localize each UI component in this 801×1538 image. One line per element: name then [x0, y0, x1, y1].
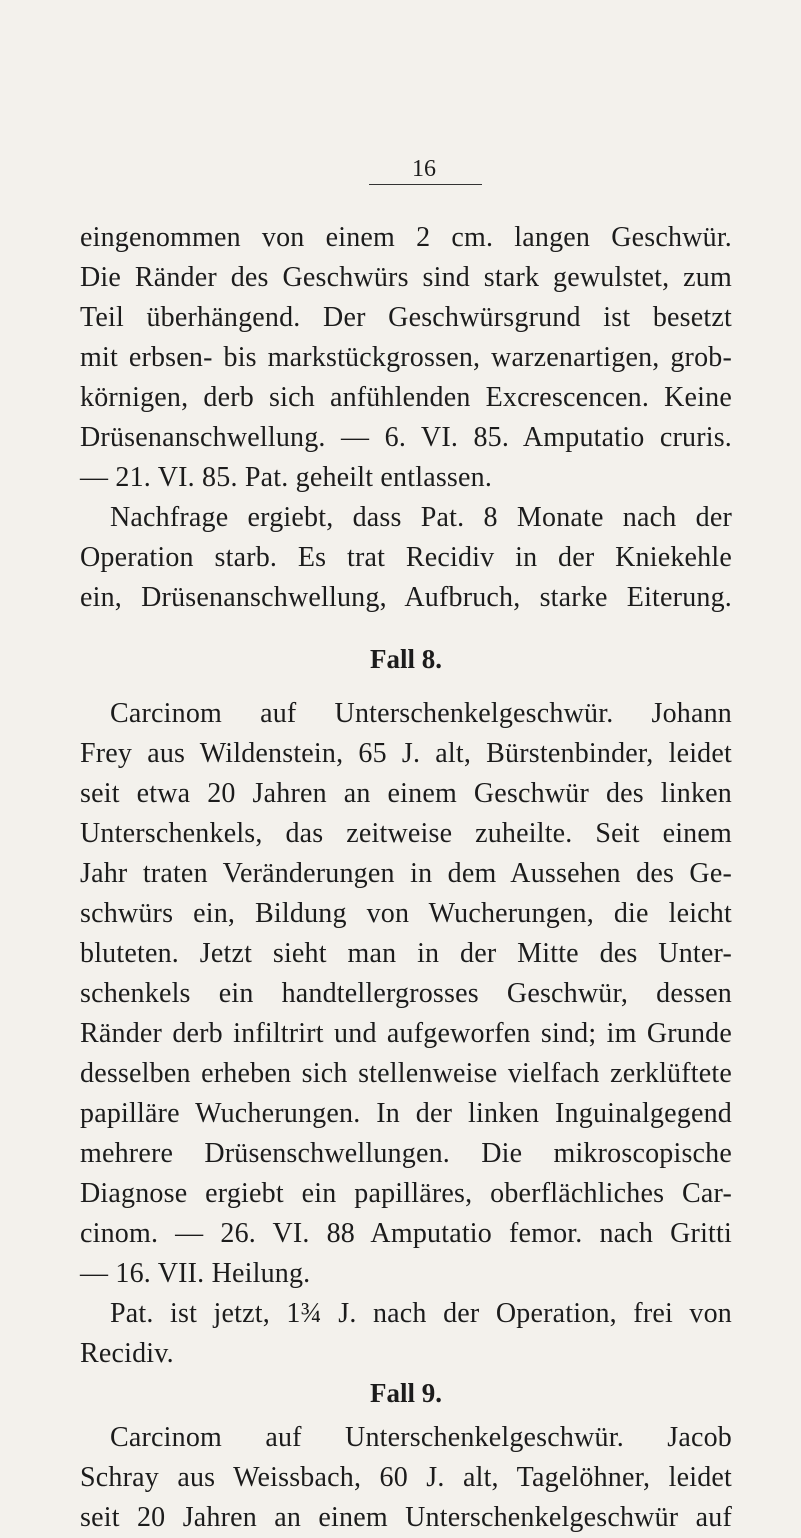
text-line: Recidiv. [80, 1338, 174, 1369]
text-line: eingenommen von einem 2 cm. langen Geschwür. [80, 222, 732, 253]
paragraph-case7-followup [80, 498, 732, 618]
text-line: Jahr traten Veränderungen in dem Aussehen des Ge- [80, 858, 732, 889]
text-line: Teil überhängend. Der Geschwürsgrund ist besetzt [80, 302, 732, 333]
text-line: ein, Drüsenanschwellung, Aufbruch, starke Eiterung. [80, 582, 732, 613]
paragraph-case7-continuation [80, 218, 732, 498]
heading-fall-9: Fall 9. [370, 1378, 442, 1408]
text-line: — 16. VII. Heilung. [80, 1258, 311, 1289]
text-line: schenkels ein handtellergrosses Geschwür, dessen [80, 978, 732, 1009]
text-line: Operation starb. Es trat Recidiv in der Kniekehle [80, 542, 732, 573]
text-line: Diagnose ergiebt ein papilläres, oberflächliches Car- [80, 1178, 732, 1209]
text-line: körnigen, derb sich anfühlenden Excrescencen. Keine [80, 382, 732, 413]
text-line: Frey aus Wildenstein, 65 J. alt, Bürstenbinder, leidet [80, 738, 732, 769]
text-line: papilläre Wucherungen. In der linken Inguinalgegend [80, 1098, 732, 1129]
text-line: Drüsenanschwellung. — 6. VI. 85. Amputatio cruris. [80, 422, 732, 453]
text-line: mit erbsen- bis markstückgrossen, warzenartigen, grob- [80, 342, 732, 373]
text-line: bluteten. Jetzt sieht man in der Mitte des Unter- [80, 938, 732, 969]
paragraph-fall-8 [80, 694, 732, 1294]
text-line: desselben erheben sich stellenweise vielfach zerklüftete [80, 1058, 732, 1089]
text-line: Nachfrage ergiebt, dass Pat. 8 Monate nach der [110, 502, 732, 533]
text-line: Die Ränder des Geschwürs sind stark gewulstet, zum [80, 262, 732, 293]
text-line: — 21. VI. 85. Pat. geheilt entlassen. [80, 462, 493, 493]
page-number-rule [369, 184, 482, 185]
text-line: Carcinom auf Unterschenkelgeschwür. Jacob [110, 1422, 732, 1453]
text-line: mehrere Drüsenschwellungen. Die mikroscopische [80, 1138, 732, 1169]
text-line: Carcinom auf Unterschenkelgeschwür. Johann [110, 698, 732, 729]
paragraph-fall-8-outcome [80, 1294, 732, 1374]
text-line: Ränder derb infiltrirt und aufgeworfen sind; im Grunde [80, 1018, 732, 1049]
text-line: Pat. ist jetzt, 1¾ J. nach der Operation, frei von [110, 1298, 732, 1329]
text-line: Unterschenkels, das zeitweise zuheilte. Seit einem [80, 818, 732, 849]
heading-fall-8: Fall 8. [370, 644, 442, 674]
text-line: schwürs ein, Bildung von Wucherungen, die leicht [80, 898, 732, 929]
paragraph-fall-9 [80, 1418, 732, 1538]
text-line: seit 20 Jahren an einem Unterschenkelgeschwür auf [80, 1502, 732, 1533]
page-number: 16 [412, 156, 436, 182]
text-line: seit etwa 20 Jahren an einem Geschwür des linken [80, 778, 732, 809]
text-line: cinom. — 26. VI. 88 Amputatio femor. nach Gritti [80, 1218, 732, 1249]
text-line: Schray aus Weissbach, 60 J. alt, Tagelöhner, leidet [80, 1462, 732, 1493]
